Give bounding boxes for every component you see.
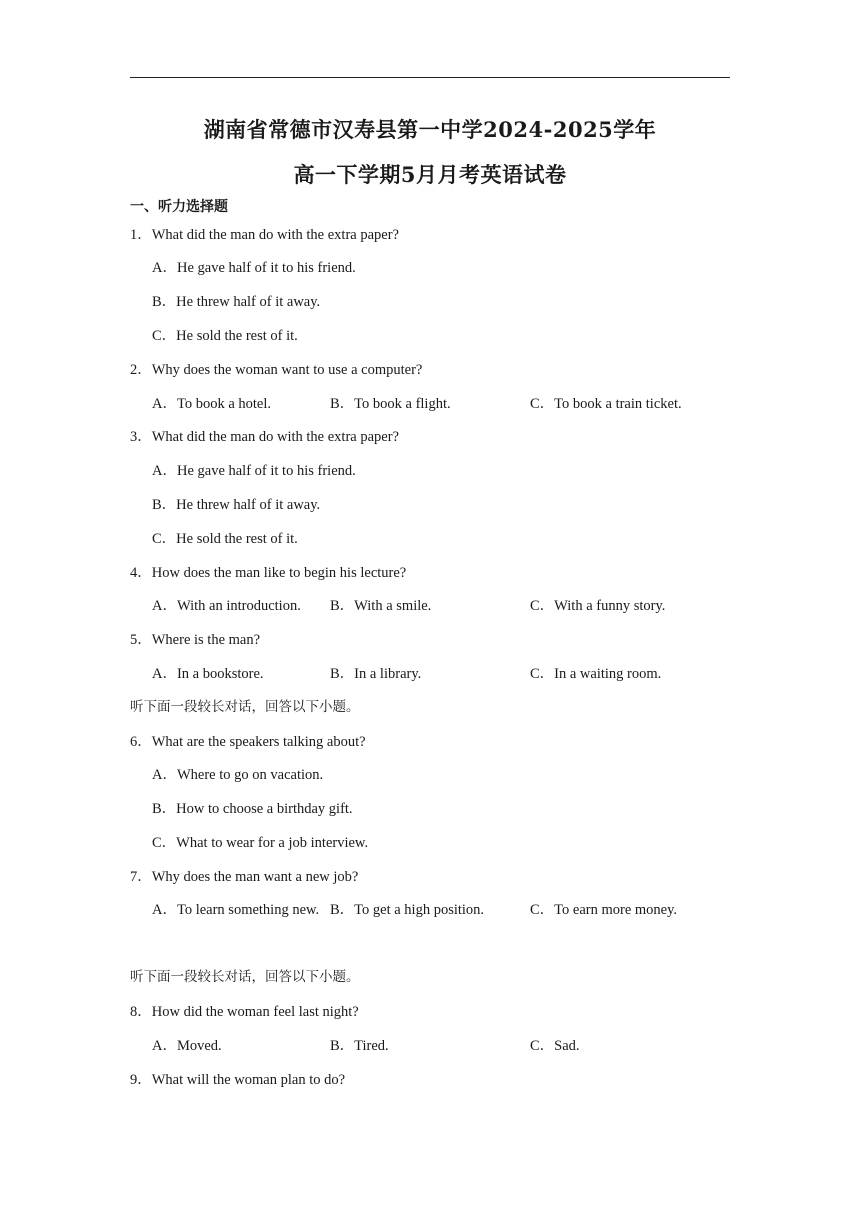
question-7-option-b: B．To get a high position. — [330, 902, 485, 918]
exam-title-line2: 高一下学期5月月考英语试卷 — [293, 162, 567, 187]
question-7-option-a: A．To learn something new. — [152, 902, 320, 918]
question-5-stem: 5．Where is the man? — [130, 632, 261, 648]
question-2-option-a: A．To book a hotel. — [152, 396, 271, 412]
question-1-option-b: B．He threw half of it away. — [152, 294, 321, 310]
question-1-option-a: A．He gave half of it to his friend. — [152, 260, 356, 276]
question-8-option-b: B．Tired. — [330, 1038, 389, 1054]
question-4-option-b: B．With a smile. — [330, 598, 432, 614]
question-7-stem: 7．Why does the man want a new job? — [130, 869, 359, 885]
question-6-option-c: C．What to wear for a job interview. — [152, 835, 369, 851]
question-4-option-c: C．With a funny story. — [530, 598, 666, 614]
question-5-option-c: C．In a waiting room. — [530, 666, 662, 682]
question-4-stem: 4．How does the man like to begin his lecture? — [130, 565, 407, 581]
question-6-stem: 6．What are the speakers talking about? — [130, 734, 366, 750]
question-5-option-b: B．In a library. — [330, 666, 422, 682]
question-3-stem: 3．What did the man do with the extra paper? — [130, 429, 399, 445]
question-3-option-b: B．He threw half of it away. — [152, 497, 321, 513]
dialogue-instruction-1: 听下面一段较长对话，回答以下小题。 — [130, 699, 360, 715]
section-heading-listening: 一、听力选择题 — [130, 199, 228, 215]
question-7-option-c: C．To earn more money. — [530, 902, 678, 918]
question-1-stem: 1．What did the man do with the extra paper? — [130, 227, 399, 243]
question-3-option-c: C．He sold the rest of it. — [152, 531, 298, 547]
header-rule — [130, 77, 730, 78]
question-6-option-a: A．Where to go on vacation. — [152, 767, 324, 783]
question-8-stem: 8．How did the woman feel last night? — [130, 1004, 359, 1020]
question-5-option-a: A．In a bookstore. — [152, 666, 264, 682]
dialogue-instruction-2: 听下面一段较长对话，回答以下小题。 — [130, 969, 360, 985]
question-3-option-a: A．He gave half of it to his friend. — [152, 463, 356, 479]
exam-title-line1: 湖南省常德市汉寿县第一中学2024-2025学年 — [203, 117, 657, 142]
question-2-option-b: B．To book a flight. — [330, 396, 451, 412]
question-2-option-c: C．To book a train ticket. — [530, 396, 682, 412]
question-8-option-c: C．Sad. — [530, 1038, 580, 1054]
question-1-option-c: C．He sold the rest of it. — [152, 328, 298, 344]
question-6-option-b: B．How to choose a birthday gift. — [152, 801, 353, 817]
question-9-stem: 9．What will the woman plan to do? — [130, 1072, 346, 1088]
question-2-stem: 2．Why does the woman want to use a computer? — [130, 362, 423, 378]
question-8-option-a: A．Moved. — [152, 1038, 222, 1054]
question-4-option-a: A．With an introduction. — [152, 598, 301, 614]
